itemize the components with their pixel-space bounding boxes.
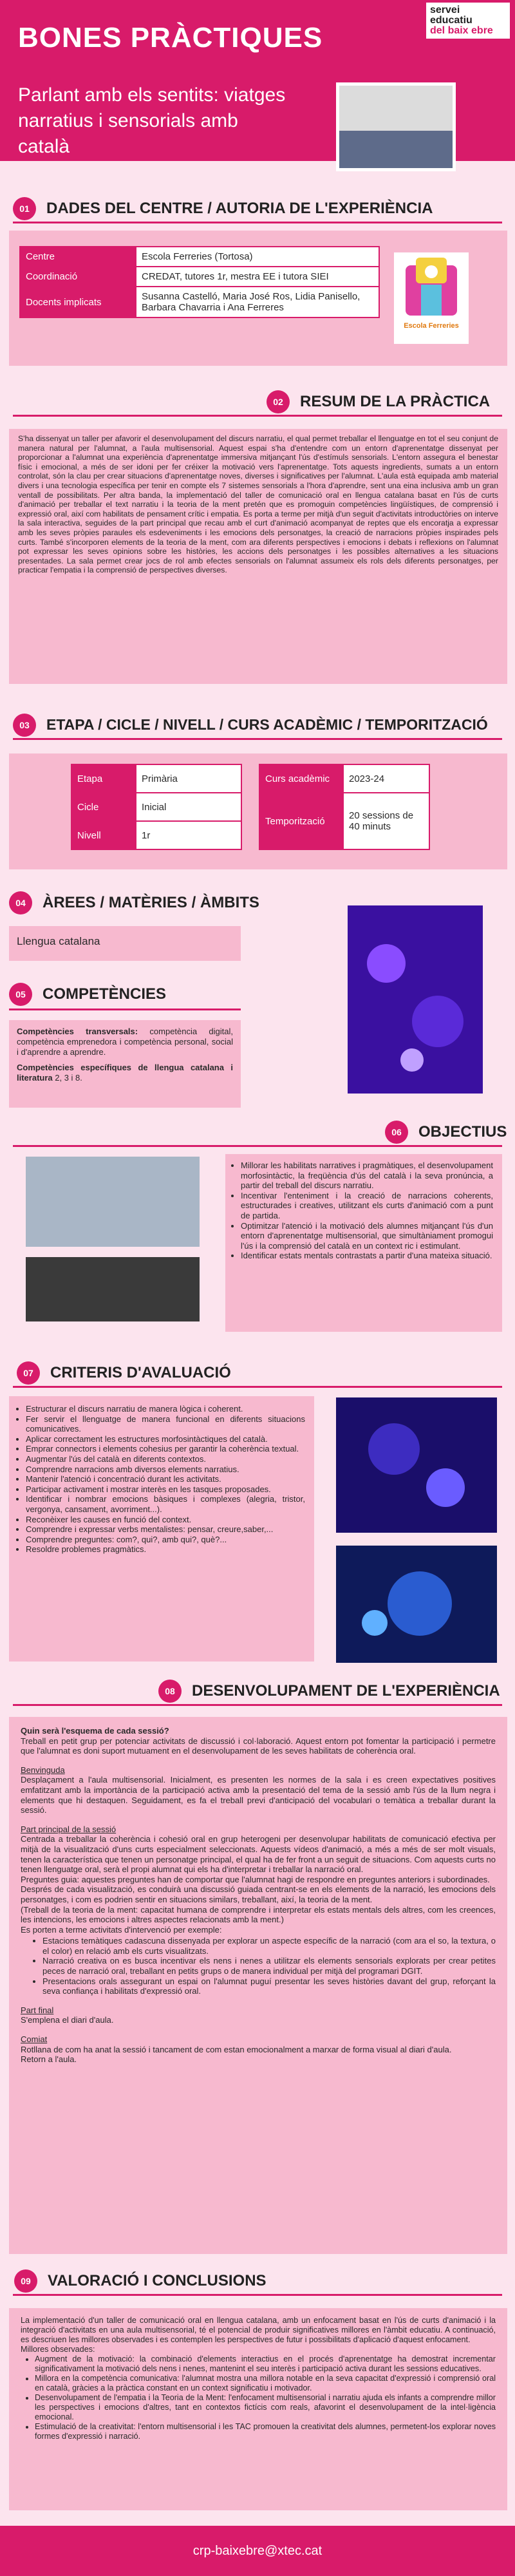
list-item: • Estacions temàtiques cadascuna dissenyada per explorar un aspecte específic de la narració (com ara el so, la textura, o el color) en relació amb els curts visualitzats.: [42, 1936, 496, 1956]
section-title: ÀREES / MATÈRIES / ÀMBITS: [42, 894, 259, 911]
list-item: • Estructurar el discurs narratiu de manera lògica i coherent.: [26, 1404, 305, 1414]
section-title: VALORACIÓ I CONCLUSIONS: [48, 2272, 267, 2289]
list-item: • Aplicar correctament les estructures morfosintàctiques del català.: [26, 1434, 305, 1444]
servei-educatiu-logo: servei educatiu del baix ebre: [426, 3, 510, 39]
list-item: • Participar activament i mostrar interès en les tasques proposades.: [26, 1484, 305, 1495]
table-row: Curs acadèmic 2023-24: [259, 764, 429, 793]
section-number: 05: [9, 983, 32, 1006]
section-title: ETAPA / CICLE / NIVELL / CURS ACADÈMIC / TEMPORITZACIÓ: [46, 716, 488, 733]
table-row: Nivell 1r: [71, 821, 241, 849]
list-item: • Millorar les habilitats narratives i pragmàtiques, el desenvolupament morfosintàctic, la freqüència d'ús del català i la seva pronúncia, a partir del treball del discurs narratiu.: [241, 1160, 493, 1191]
section-number: 01: [13, 197, 36, 220]
header-banner: [0, 0, 515, 161]
classroom-photo: [26, 1157, 200, 1247]
table-row: Cicle Inicial: [71, 793, 241, 821]
page-title: BONES PRÀCTIQUES: [18, 22, 323, 53]
criteria-box: [9, 1396, 314, 1662]
section-number: 08: [158, 1680, 182, 1703]
section-title: RESUM DE LA PRÀCTICA: [300, 393, 491, 410]
divider: [13, 1386, 502, 1388]
divider: [13, 222, 502, 223]
divider: [9, 1009, 241, 1010]
school-logo: Escola Ferreries: [394, 252, 469, 344]
classroom-photo: [336, 1546, 497, 1663]
competences-box: Competències transversals: competència digital, competència emprenedora i competència personal, social i d'aprendre a aprendre. Competències específiques de llengua catalana i literatura 2, 3 i 8.: [9, 1020, 241, 1108]
section-number: 06: [385, 1121, 408, 1144]
divider: [13, 1145, 502, 1147]
page-subtitle: Parlant amb els sentits: viatges narratius i sensorials amb català: [18, 84, 286, 157]
section-number: 09: [14, 2269, 37, 2293]
list-item: • Resoldre problemes pragmàtics.: [26, 1544, 305, 1555]
list-item: • Comprendre narracions amb diversos elements narratius.: [26, 1464, 305, 1475]
area-value: Llengua catalana: [9, 926, 241, 961]
divider: [13, 738, 502, 740]
table-row: Docents implicats Susanna Castelló, Maria José Ros, Lidia Panisello, Barbara Chavarria i Ana Ferreres: [20, 287, 379, 317]
table-row: Etapa Primària: [71, 764, 241, 793]
list-item: • Augmentar l'ús del català en diferents contextos.: [26, 1454, 305, 1464]
table-row: Temporització 20 sessions de 40 minuts: [259, 793, 429, 849]
list-item: • Augment de la motivació: la combinació d'elements interactius en el procés d'aprenentatge ha demostrat incrementar significativament la motivació dels nens i nenes, mantenint el seu interès i participació activa durant les sessions educatives.: [35, 2354, 496, 2374]
list-item: • Presentacions orals assegurant un espai on l'alumnat puguí presentar les seves històries davant del grup, reforçant la seva confiança i habilitats d'expressió oral.: [42, 1976, 496, 1996]
objectives-box: [225, 1154, 502, 1332]
section-title: DADES DEL CENTRE / AUTORIA DE L'EXPERIÈNCIA: [46, 200, 433, 217]
section-title: DESENVOLUPAMENT DE L'EXPERIÈNCIA: [192, 1682, 500, 1700]
list-item: • Incentivar l'enteniment i la creació de narracions coherents, estructurades i creatives, utilitzant els curts d'animació com a punt de partida.: [241, 1191, 493, 1221]
footer-email[interactable]: crp-baixebre@xtec.cat: [0, 2526, 515, 2576]
list-item: • Identificar i nombrar emocions bàsiques i complexes (alegria, tristor, vergonya, cansament, avorriment...).: [26, 1494, 305, 1514]
list-item: • Comprendre preguntes: com?, qui?, amb qui?, què?...: [26, 1535, 305, 1545]
divider: [13, 1704, 502, 1706]
classroom-photo: [336, 1397, 497, 1533]
list-item: • Emprar connectors i elements cohesius per garantir la coherència textual.: [26, 1444, 305, 1454]
list-item: • Narració creativa on es busca incentivar els nens i nenes a utilitzar els elements sensorials explorats per crear petites peces de narració oral, treballant en petits grups o de manera individual per mitjà del programari DGIT.: [42, 1956, 496, 1976]
section-number: 07: [17, 1361, 40, 1385]
section-number: 03: [13, 714, 36, 737]
section-number: 02: [267, 390, 290, 413]
hero-photo: [336, 82, 456, 171]
list-item: • Optimitzar l'atenció i la motivació dels alumnes mitjançant l'ús d'un entorn d'aprenentatge multisensorial, que simultàniament promogui l'ús i la comprensió del català en un context ric i estimulant.: [241, 1221, 493, 1251]
list-item: • Identificar estats mentals contrastats a partir d'una mateixa situació.: [241, 1251, 493, 1261]
stage-table: [71, 764, 242, 850]
list-item: • Reconèixer les causes en funció del context.: [26, 1515, 305, 1525]
divider: [13, 2294, 502, 2296]
table-row: Coordinació CREDAT, tutores 1r, mestra EE i tutora SIEI: [20, 267, 379, 287]
classroom-photo: [26, 1257, 200, 1321]
list-item: • Fer servir el llenguatge de manera funcional en diferents situacions comunicatives.: [26, 1414, 305, 1434]
list-item: • Desenvolupament de l'empatia i la Teoria de la Ment: l'enfocament multisensorial i narratiu ajuda els infants a comprendre millor les perspectives i emocions d'altres, tant en contextos fictícis com reals, afavorint el desenvolupament de la intel·ligència emocional.: [35, 2393, 496, 2422]
list-item: • Comprendre i expressar verbs mentalistes: pensar, creure,saber,...: [26, 1524, 305, 1535]
center-table: [19, 246, 380, 318]
section-number: 04: [9, 891, 32, 914]
section-title: OBJECTIUS: [418, 1123, 507, 1141]
list-item: • Mantenir l'atenció i concentració durant les activitats.: [26, 1474, 305, 1484]
list-item: • Millora en la competència comunicativa: l'alumnat mostra una millora notable en la seva capacitat d'expressió i comprensió oral en català, gràcies a la pràctica constant en un context significatiu i motivador.: [35, 2374, 496, 2393]
table-row: Centre Escola Ferreries (Tortosa): [20, 247, 379, 267]
divider: [13, 415, 502, 417]
conclusions-box: La implementació d'un taller de comunicació oral en llengua catalana, amb un enfocament basat en l'ús de curts d'animació i la integració d'activitats en una aula multisensorial, té el potencial de produir significatives millores en l'àmbit educatiu. A continuació, es descriuen les millores observades i es contemplen les perspectives de futur i possibilitats d'aplicació d'aquest enfocament. Millores observades: • Augment de la motivació: la combinació d'elements interactius en el procés d'aprenentatge ha demostrat incrementar significativament la motivació dels nens i nenes, mantenint el seu interès i participació activa durant les sessions educatives. • Millora en la competència comunicativa: l'alumnat mostra una millora notable en la seva capacitat d'expressió i comprensió oral en català, gràcies a la pràctica constant en un context significatiu i motivador. • Desenvolupament de l'empatia i la Teoria de la Ment: l'enfocament multisensorial i narratiu ajuda els infants a comprendre millor les perspectives i emocions d'altres, tant en contextos fictícis com reals, afavorint el desenvolupament de la intel·ligència emocional. • Estimulació de la creativitat: l'entorn multisensorial i les TAC promouen la creativitat dels alumnes, permetent-los explorar noves formes d'expressió i narració.: [9, 2308, 507, 2510]
section-title: COMPETÈNCIES: [42, 985, 167, 1003]
development-box: Quin serà l'esquema de cada sessió? Treball en petit grup per potenciar activitats de discussió i col·laboració. Aquest entorn pot fomentar la participació i permetre que l'alumnat es doni suport mutuament en el desenvolupament de les seves habilitats de coherència oral. Benvinguda Desplaçament a l'aula multisensorial. Inicialment, es presenten les normes de la sala i es creen expectatives positives emfatitzant amb la importància de la participació activa amb la presentació del tema de la sessió amb l'ús de la llum negra i elements que hi destaquen. Seguidament, es fa el treball previ d'anticipació del vocabulari o temàtica a treballar durant la sessió. Part principal de la sessió Centrada a treballar la coherència i cohesió oral en grup heterogeni per desenvolupar habilitats de comunicació efectiva per mitjà de la visualització d'uns curts especialment seleccionats. Aquests vídeos d'animació, a més a més de ser molt visuals, tenen la característica que tenen un personatge principal, el qual ha de fer front a un seguit de situacions. Com aquests curts no tenen llenguatge oral, serà el propi alumnat qui els ha d'interpretar i treballar la narració oral. Preguntes guia: aquestes preguntes han de comportar que l'alumnat hagi de respondre en preguntes anteriors i subordinades. Després de cada visualització, es conduirà una discussió guiada centrant-se en els elements de la narració, les emocions dels personatges, i com es podrien sentir en situacions similars, treballant, així, la teoria de la ment. (Treball de la teoria de la ment: capacitat humana de comprendre i interpretar els estats mentals dels altres, com les creences, les intencions, les emocions i altres aspectes relacionats amb la ment.) Es porten a terme activitats d'intervenció per exemple: • Estacions temàtiques cadascuna dissenyada per explorar un aspecte específic de la narració (com ara el so, la textura, o el color) en relació amb els curts visualitzats. • Narració creativa on es busca incentivar els nens i nenes a utilitzar els elements sensorials explorats per crear petites peces de narració oral, treballant en petits grups o de manera individual per mitjà del programari DGIT. • Presentacions orals assegurant un espai on l'alumnat puguí presentar les seves històries davant del grup, reforçant la seva confiança i habilitats d'expressió oral. Part final S'emplena el diari d'aula. Comiat Rotllana de com ha anat la sessió i tancament de com estan emocionalment a marxar de forma visual al diari d'aula. Retorn a l'aula.: [9, 1717, 507, 2254]
course-table: [259, 764, 430, 850]
summary-text: S'ha dissenyat un taller per afavorir el desenvolupament del discurs narratiu, el qual permet treballar el llenguatge en tot el seu conjunt de manera natural per l'alumnat, a l'aula multisensorial. Aquest espai s'ha d'entendre com un entorn d'aprenentatge dissenyat per proporcionar a l'alumnat una experiència d'aprenentatge immersiva mitjançant l'ús d'estímuls sensorials. L'entorn assegura el benestar físic i emocional, a més de ser idoni per fer créixer la motivació vers l'aprenentatge. Tots aquests ingredients, sumats a un entorn controlat, són la clau per crear situacions d'aprenentatge noves, diverses i significatives per l'alumnat. L'aula està equipada amb material divers i una tecnologia específica per tenir en compte els 7 sistemes sensorials a l'hora d'aprendre, sent una eina inclusiva amb un gran ventall de possibilitats. Per altra banda, la implementació del taller de comunicació oral en llengua catalana basat en l'ús de curts d'animació per treballar el text narratiu i la teoria de la ment pretén que es promoguin competències lingüístiques, de comprensió i expressió oral, així com habilitats de pensament crític i empatia. Es porta a terme per mitjà d'un seguit d'activitats introductòries on interve la sala interactiva, seguides de la part principal que recau amb el curt d'animació acompanyat de reptes que els encoratja a expressar amb les seves pròpies paraules els esdeveniments i les emocions dels personatges, la creació de narracions pròpies inspirades pels curts. També s'incorporen elements de la teoria de la ment, com ara diferents perspectives i emocions i debats i reflexions on l'alumnat pot expressar les seves opinions sobre les històries, les accions dels personatges i les possibles alternatives a les situacions presentades. La sala permet crear jocs de rol amb efectes sensorials on l'alumnat assumeix els rols dels diferents personatges, per practicar l'empatia i la comprensió de perspectives diverses.: [9, 429, 507, 684]
list-item: • Estimulació de la creativitat: l'entorn multisensorial i les TAC promouen la creativitat dels alumnes, permetent-los explorar noves formes d'expressió i narració.: [35, 2422, 496, 2441]
classroom-photo: [348, 905, 483, 1094]
section-title: CRITERIS D'AVALUACIÓ: [50, 1364, 231, 1381]
